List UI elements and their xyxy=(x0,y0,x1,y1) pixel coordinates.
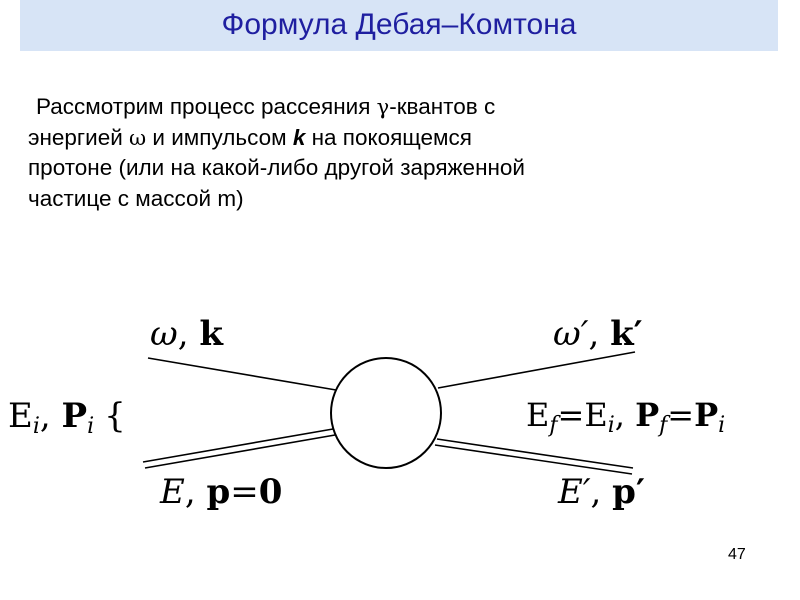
body-line-2 xyxy=(28,123,728,154)
equals-sign: = xyxy=(667,396,695,434)
incoming-photon-label xyxy=(150,314,223,354)
momentum-symbol: P xyxy=(694,396,719,434)
incoming-proton-line xyxy=(143,429,333,462)
energy-symbol: E xyxy=(8,396,33,436)
incoming-photon-line xyxy=(148,358,336,390)
separator: , xyxy=(588,314,611,354)
scattering-diagram xyxy=(0,290,800,540)
outgoing-proton-line xyxy=(435,445,632,474)
title-bar xyxy=(20,0,778,51)
omega-symbol: ω xyxy=(150,314,178,354)
outgoing-proton-label xyxy=(558,472,645,512)
incoming-proton-line xyxy=(145,435,335,468)
brace: { xyxy=(104,396,126,436)
equals-sign: = xyxy=(557,396,585,434)
initial-state-label xyxy=(8,396,126,439)
separator: , xyxy=(39,396,62,436)
outgoing-proton-line xyxy=(437,439,633,468)
body-text-segment: Рассмотрим процесс рассеяния xyxy=(36,94,377,119)
body-line-1 xyxy=(28,92,728,123)
energy-symbol: E xyxy=(160,472,185,512)
omega-symbol: ω xyxy=(129,125,147,150)
subscript: i xyxy=(32,414,40,439)
incoming-proton-label xyxy=(160,472,282,512)
body-text-segment: на покоящемся xyxy=(305,124,472,150)
subscript: f xyxy=(659,413,668,438)
final-state-label xyxy=(526,396,725,438)
k-symbol: k xyxy=(292,124,306,150)
separator: , xyxy=(614,396,636,434)
momentum-symbol: P xyxy=(635,396,660,434)
energy-symbol: E xyxy=(526,396,550,434)
momentum-symbol: p xyxy=(206,472,231,512)
subscript: i xyxy=(718,413,726,438)
separator: , xyxy=(184,472,207,512)
omega-prime-symbol: ω′ xyxy=(553,314,589,354)
slide-title: Формула Дебая–Комтона xyxy=(221,8,577,41)
body-text-segment: энергией xyxy=(28,124,130,150)
gamma-symbol: γ xyxy=(376,95,390,119)
equals-sign: = xyxy=(230,472,259,512)
page-number: 47 xyxy=(728,546,746,563)
energy-symbol: E xyxy=(584,396,608,434)
outgoing-photon-line xyxy=(438,352,635,388)
subscript: i xyxy=(87,414,95,439)
k-symbol: k xyxy=(199,314,223,354)
subscript: i xyxy=(607,413,615,438)
outgoing-photon-label xyxy=(553,314,643,354)
body-line-4: частице с массой m) xyxy=(28,185,244,211)
interaction-vertex xyxy=(331,358,441,468)
k-prime-symbol: k′ xyxy=(610,314,643,354)
body-text-segment: и импульсом xyxy=(146,124,293,150)
momentum-prime-symbol: p′ xyxy=(612,472,645,512)
zero-value: 0 xyxy=(258,472,283,512)
momentum-symbol: P xyxy=(61,396,88,436)
body-paragraph xyxy=(28,92,728,214)
separator: , xyxy=(590,472,613,512)
subscript: f xyxy=(549,413,558,438)
energy-prime-symbol: E′ xyxy=(558,472,591,512)
body-text-segment: -квантов с xyxy=(389,94,496,119)
separator: , xyxy=(177,314,200,354)
body-line-3: протоне (или на какой-либо другой заряженной xyxy=(28,155,525,180)
